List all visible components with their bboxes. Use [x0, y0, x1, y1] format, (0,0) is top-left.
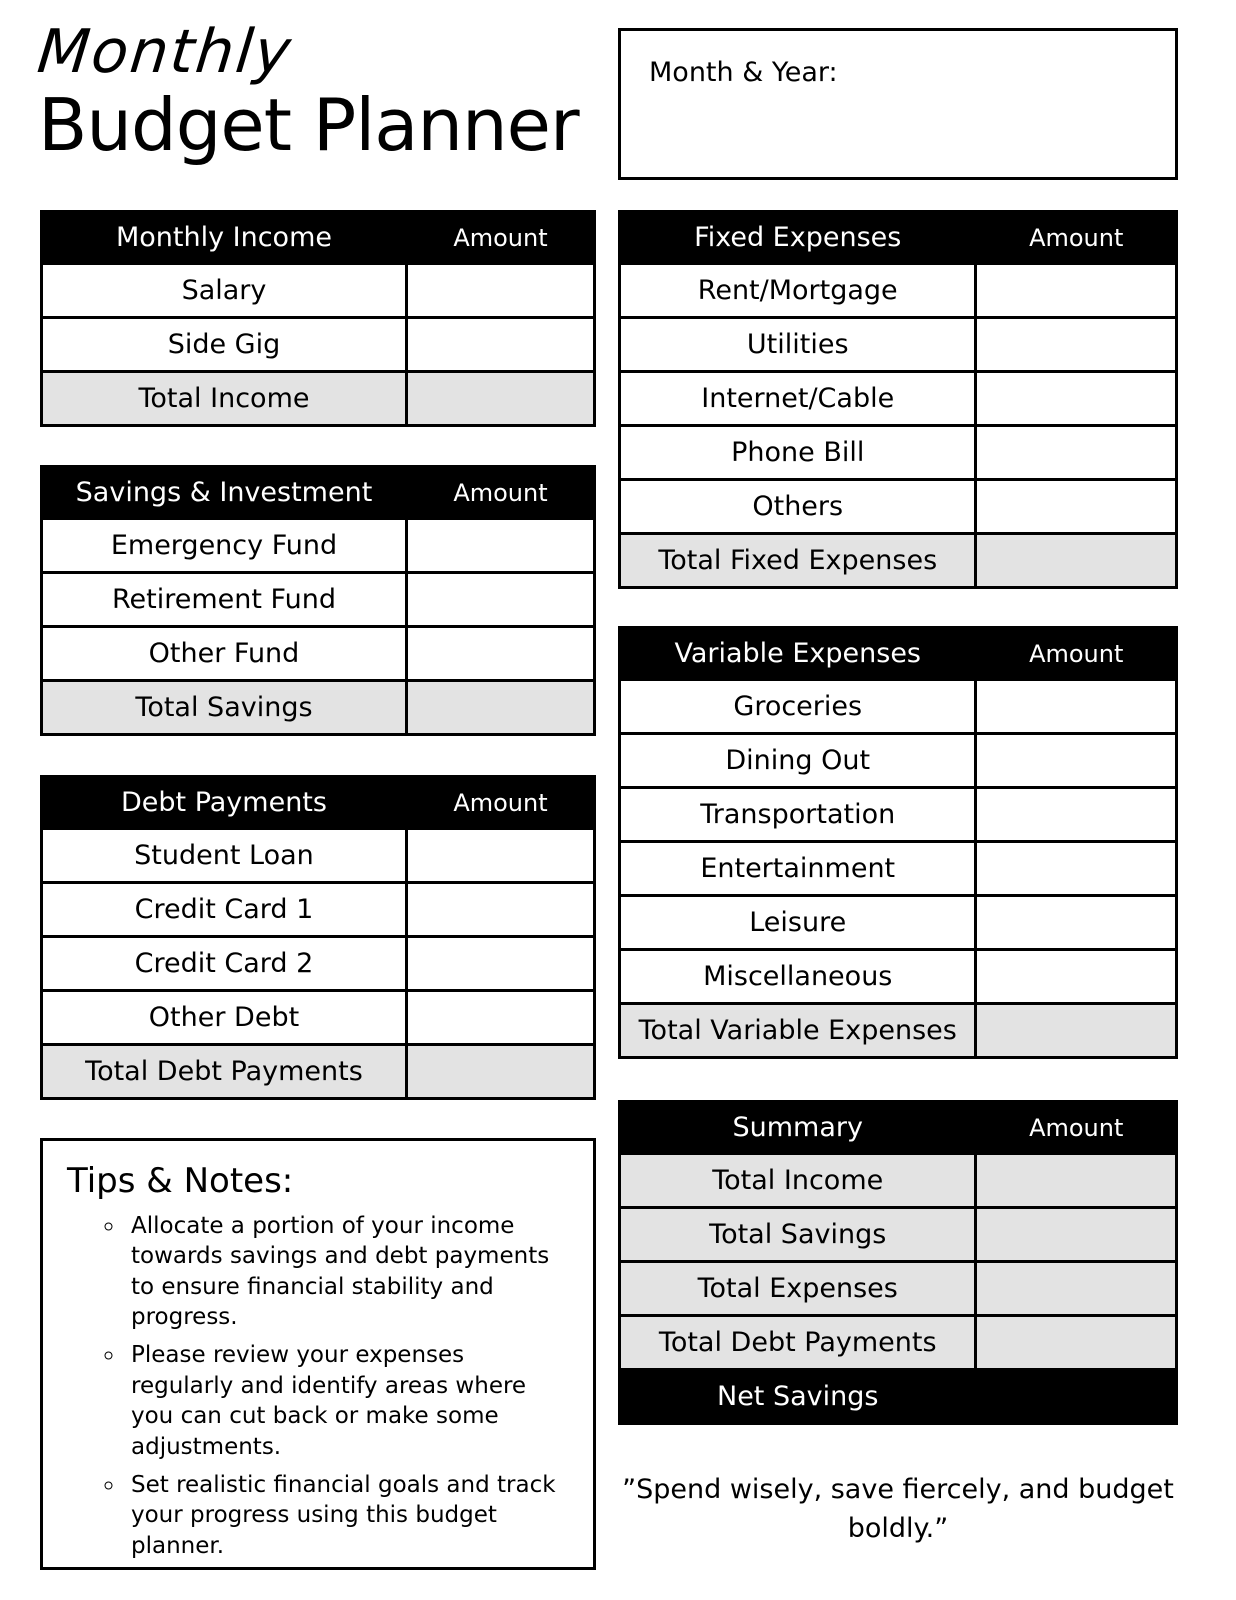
table-amount-header: Amount: [976, 628, 1177, 680]
table-row: [620, 426, 1177, 480]
row-label: Credit Card 1: [42, 883, 407, 937]
row-label: Dining Out: [620, 734, 976, 788]
row-amount-input[interactable]: [976, 1370, 1177, 1424]
row-amount-input[interactable]: [976, 426, 1177, 480]
table-monthly-income: [40, 210, 596, 427]
table-title-summary: Summary: [620, 1102, 976, 1154]
table-row: [620, 896, 1177, 950]
table-row: [42, 991, 595, 1045]
table-title-fixed: Fixed Expenses: [620, 212, 976, 264]
table-savings-investment: [40, 465, 596, 736]
table-row: [42, 937, 595, 991]
table-row: [42, 1045, 595, 1099]
row-amount-input[interactable]: [976, 788, 1177, 842]
table-header-row: [42, 467, 595, 519]
row-amount-input[interactable]: [976, 1316, 1177, 1370]
table-row: [42, 519, 595, 573]
table-header-row: [42, 777, 595, 829]
row-label: Total Income: [42, 372, 407, 426]
tip-item: ◦ Please review your expenses regularly and identify areas where you can cut back or make some adjustments.: [125, 1340, 571, 1461]
table-header-row: [42, 212, 595, 264]
row-amount-input[interactable]: [406, 991, 594, 1045]
row-label: Total Income: [620, 1154, 976, 1208]
table-title-savings: Savings & Investment: [42, 467, 407, 519]
tip-item: ◦ Allocate a portion of your income towards savings and debt payments to ensure financial stability and progress.: [125, 1211, 571, 1332]
row-label: Total Savings: [42, 681, 407, 735]
tips-and-notes-box: [40, 1138, 596, 1570]
row-amount-input[interactable]: [406, 829, 594, 883]
row-label: Total Debt Payments: [42, 1045, 407, 1099]
table-debt-payments: [40, 775, 596, 1100]
table-row: [620, 480, 1177, 534]
table-row: [620, 842, 1177, 896]
row-amount-input[interactable]: [976, 1208, 1177, 1262]
row-label: Miscellaneous: [620, 950, 976, 1004]
table-row: [620, 1262, 1177, 1316]
row-amount-input[interactable]: [976, 896, 1177, 950]
table-title-income: Monthly Income: [42, 212, 407, 264]
row-label: Total Variable Expenses: [620, 1004, 976, 1058]
row-amount-input[interactable]: [976, 1004, 1177, 1058]
row-label: Credit Card 2: [42, 937, 407, 991]
table-row: [620, 1154, 1177, 1208]
month-year-field[interactable]: [618, 28, 1178, 180]
row-label: Internet/Cable: [620, 372, 976, 426]
table-row: [620, 1208, 1177, 1262]
row-label: Student Loan: [42, 829, 407, 883]
row-amount-input[interactable]: [976, 734, 1177, 788]
table-amount-header: Amount: [976, 1102, 1177, 1154]
row-amount-input[interactable]: [406, 937, 594, 991]
row-amount-input[interactable]: [976, 842, 1177, 896]
table-row: [620, 950, 1177, 1004]
table-row: [42, 264, 595, 318]
row-amount-input[interactable]: [976, 318, 1177, 372]
table-row: [42, 883, 595, 937]
table-header-row: [620, 628, 1177, 680]
row-label: Transportation: [620, 788, 976, 842]
row-label: Total Savings: [620, 1208, 976, 1262]
row-amount-input[interactable]: [406, 372, 594, 426]
table-row: [620, 264, 1177, 318]
row-amount-input[interactable]: [976, 264, 1177, 318]
row-amount-input[interactable]: [976, 1262, 1177, 1316]
table-row: [620, 680, 1177, 734]
row-amount-input[interactable]: [406, 519, 594, 573]
row-amount-input[interactable]: [976, 480, 1177, 534]
table-row: [620, 1370, 1177, 1424]
row-label: Emergency Fund: [42, 519, 407, 573]
row-amount-input[interactable]: [406, 573, 594, 627]
table-row: [620, 534, 1177, 588]
table-row: [620, 788, 1177, 842]
table-fixed-expenses: [618, 210, 1178, 589]
page-title: Budget Planner: [38, 83, 579, 167]
tip-item: ◦ Set realistic financial goals and track your progress using this budget planner.: [125, 1470, 571, 1561]
row-amount-input[interactable]: [976, 680, 1177, 734]
table-row: [42, 681, 595, 735]
row-amount-input[interactable]: [406, 883, 594, 937]
table-amount-header: Amount: [406, 212, 594, 264]
row-label: Utilities: [620, 318, 976, 372]
table-row: [42, 318, 595, 372]
row-amount-input[interactable]: [976, 534, 1177, 588]
table-row: [42, 829, 595, 883]
table-row: [620, 1316, 1177, 1370]
row-amount-input[interactable]: [406, 627, 594, 681]
row-label: Leisure: [620, 896, 976, 950]
row-amount-input[interactable]: [406, 264, 594, 318]
row-label: Groceries: [620, 680, 976, 734]
table-amount-header: Amount: [406, 467, 594, 519]
table-amount-header: Amount: [406, 777, 594, 829]
row-label: Other Debt: [42, 991, 407, 1045]
row-label: Phone Bill: [620, 426, 976, 480]
row-label: Retirement Fund: [42, 573, 407, 627]
row-amount-input[interactable]: [976, 372, 1177, 426]
table-title-variable: Variable Expenses: [620, 628, 976, 680]
table-row: [42, 627, 595, 681]
row-label: Other Fund: [42, 627, 407, 681]
row-label: Net Savings: [620, 1370, 976, 1424]
table-header-row: [620, 1102, 1177, 1154]
row-amount-input[interactable]: [976, 1154, 1177, 1208]
tips-list: [125, 1211, 571, 1561]
row-label: Total Debt Payments: [620, 1316, 976, 1370]
row-label: Total Fixed Expenses: [620, 534, 976, 588]
table-row: [620, 318, 1177, 372]
row-label: Salary: [42, 264, 407, 318]
row-amount-input[interactable]: [406, 681, 594, 735]
row-label: Others: [620, 480, 976, 534]
month-year-label: Month & Year:: [649, 57, 838, 88]
table-row: [42, 372, 595, 426]
row-amount-input[interactable]: [976, 950, 1177, 1004]
table-row: [620, 372, 1177, 426]
table-row: [620, 1004, 1177, 1058]
table-amount-header: Amount: [976, 212, 1177, 264]
table-title-debt: Debt Payments: [42, 777, 407, 829]
row-amount-input[interactable]: [406, 1045, 594, 1099]
table-row: [42, 573, 595, 627]
row-label: Side Gig: [42, 318, 407, 372]
table-variable-expenses: [618, 626, 1178, 1059]
row-label: Total Expenses: [620, 1262, 976, 1316]
row-label: Entertainment: [620, 842, 976, 896]
tips-title: Tips & Notes:: [67, 1161, 294, 1201]
footer-quote: ”Spend wisely, save fiercely, and budget boldly.”: [622, 1474, 1174, 1545]
table-header-row: [620, 212, 1177, 264]
table-summary: [618, 1100, 1178, 1425]
page-title-block: [34, 17, 598, 167]
row-label: Rent/Mortgage: [620, 264, 976, 318]
title-script: Monthly: [34, 17, 296, 87]
table-row: [620, 734, 1177, 788]
row-amount-input[interactable]: [406, 318, 594, 372]
